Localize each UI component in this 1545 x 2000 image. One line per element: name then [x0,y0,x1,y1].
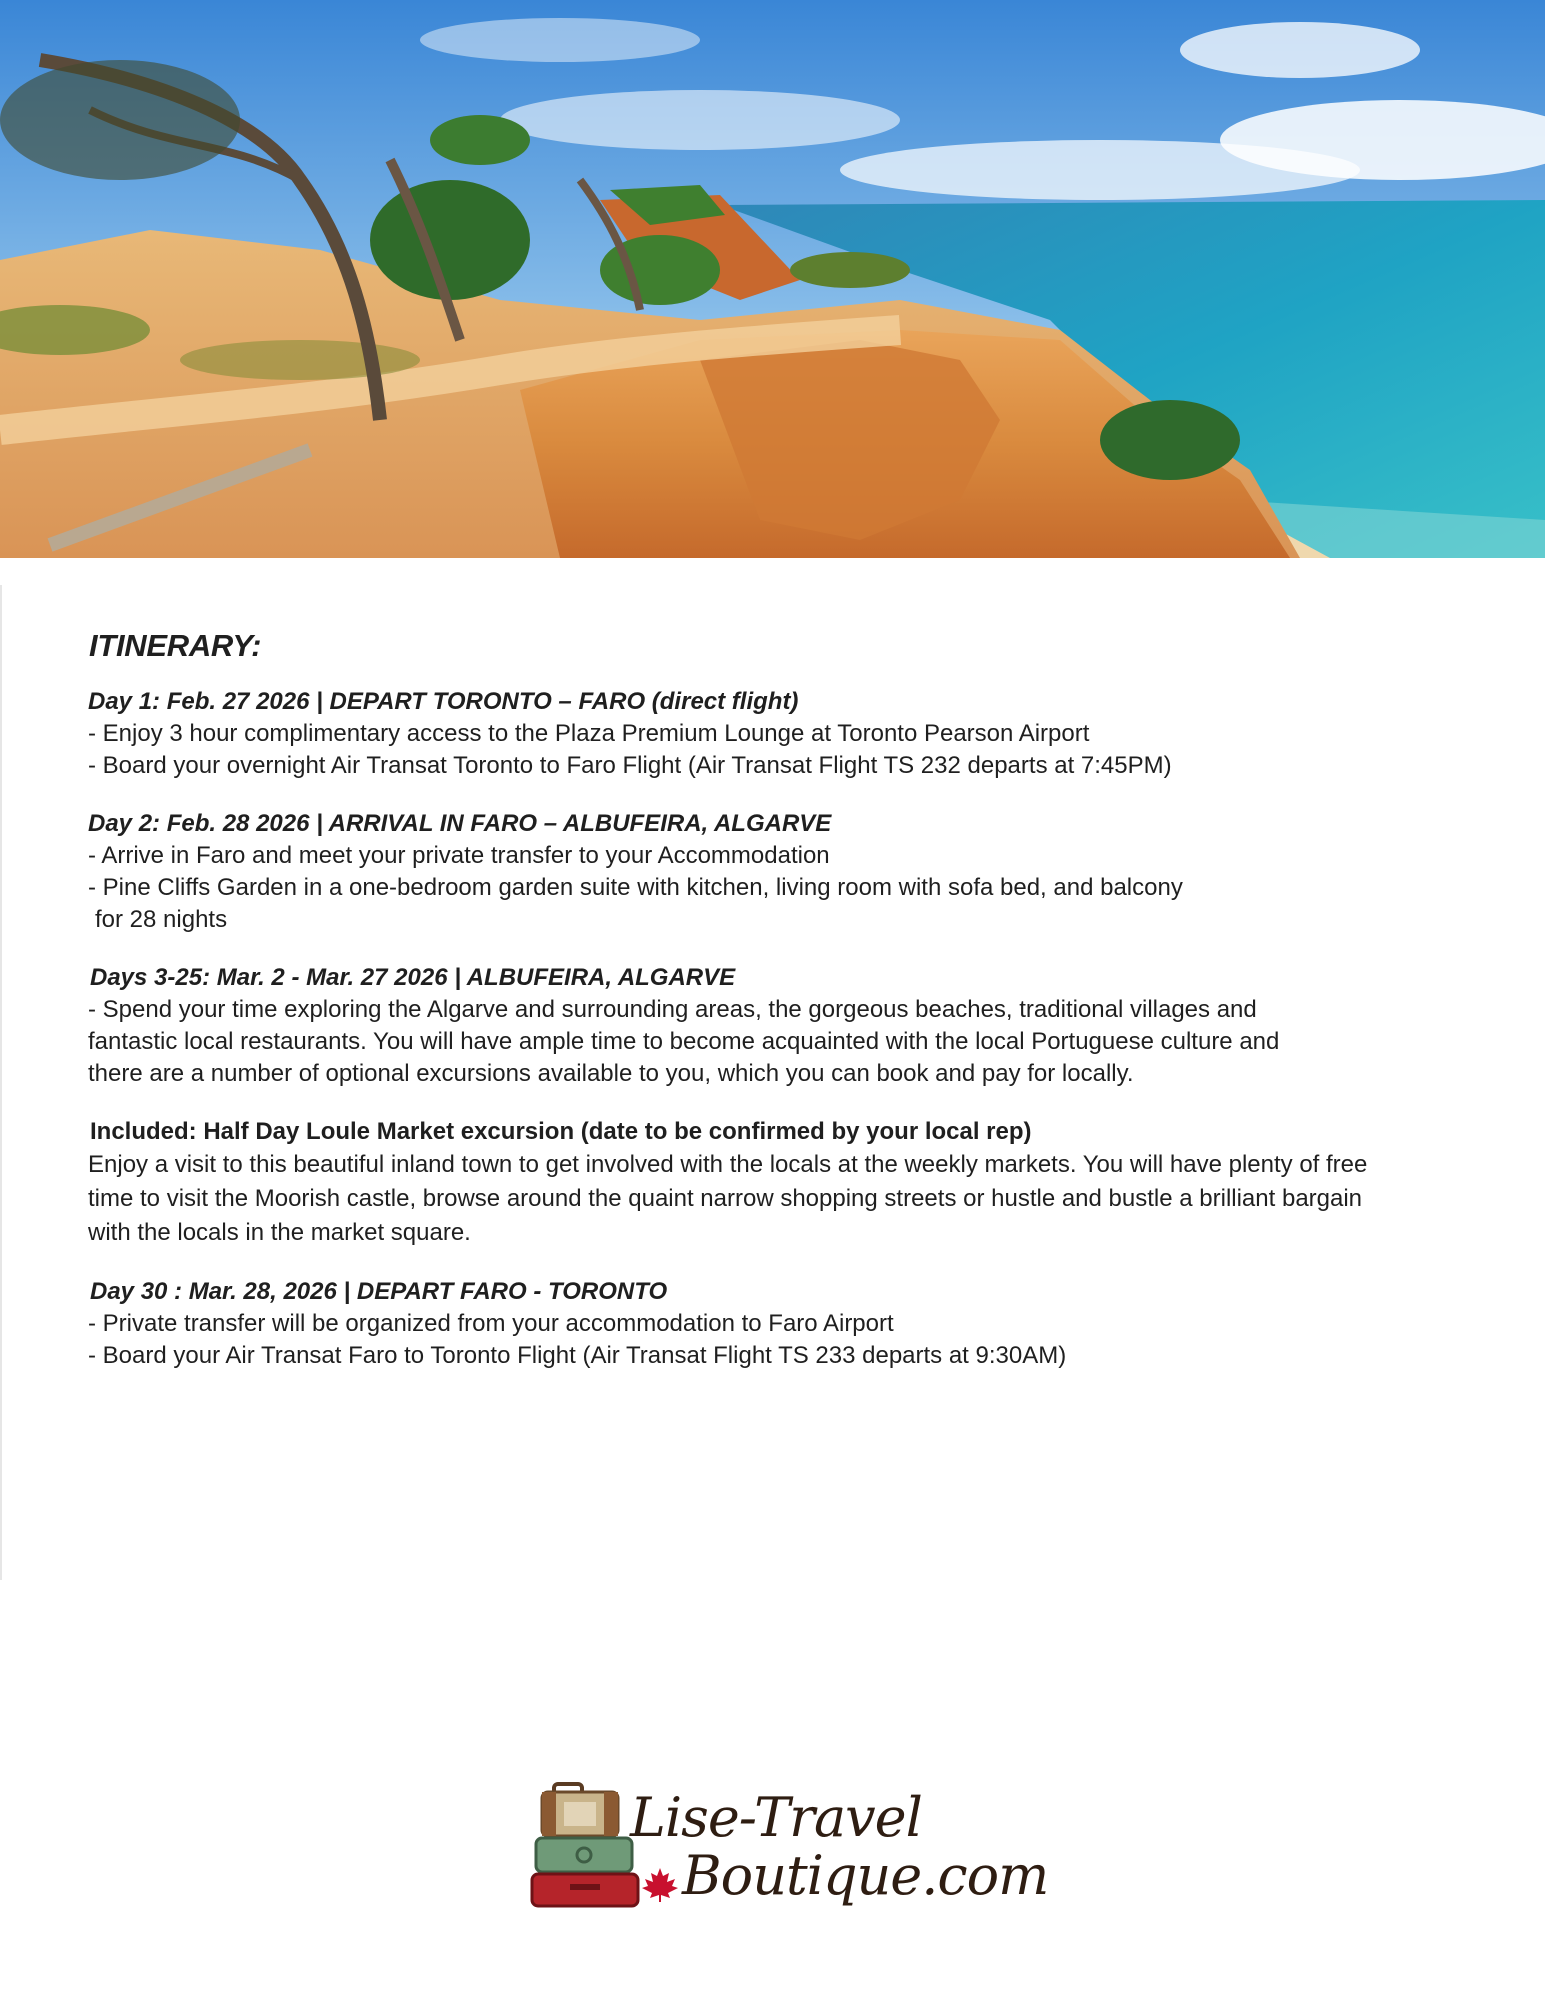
hero-image [0,0,1545,558]
company-logo [530,1780,1049,1920]
day-line: - Pine Cliffs Garden in a one-bedroom garden suite with kitchen, living room with sofa bed, and balcony [88,874,1183,901]
day-2 [88,808,1488,936]
excursion-line: with the locals in the market square. [88,1219,471,1246]
day-line: - Board your overnight Air Transat Toronto to Faro Flight (Air Transat Flight TS 232 departs at 7:45PM) [88,752,1172,779]
day-heading: Days 3-25: Mar. 2 - Mar. 27 2026 | ALBUFEIRA, ALGARVE [90,964,736,991]
day-line: - Private transfer will be organized from your accommodation to Faro Airport [88,1310,894,1337]
excursion-heading: Included: Half Day Loule Market excursion (date to be confirmed by your local rep) [90,1118,1032,1145]
day-line: - Arrive in Faro and meet your private transfer to your Accommodation [88,842,830,869]
left-rule [0,585,2,1580]
included-excursion [88,1116,1488,1250]
day-1 [88,686,1488,782]
day-line: - Spend your time exploring the Algarve and surrounding areas, the gorgeous beaches, traditional villages and [88,996,1257,1023]
suitcase-stack-icon [530,1780,640,1910]
day-30 [88,1276,1488,1372]
day-heading: Day 30 : Mar. 28, 2026 | DEPART FARO - TORONTO [90,1278,668,1305]
day-line: - Board your Air Transat Faro to Toronto Flight (Air Transat Flight TS 233 departs at 9:30AM) [88,1342,1067,1369]
day-line: for 28 nights [95,906,228,933]
excursion-line: Enjoy a visit to this beautiful inland town to get involved with the locals at the weekly markets. You will have plenty of free [88,1151,1368,1178]
day-line: there are a number of optional excursions available to you, which you can book and pay for locally. [88,1060,1134,1087]
itinerary-section [88,628,1488,1398]
day-heading: Day 1: Feb. 27 2026 | DEPART TORONTO – FARO (direct flight) [88,688,799,715]
day-line: - Enjoy 3 hour complimentary access to the Plaza Premium Lounge at Toronto Pearson Airport [88,720,1090,747]
maple-leaf-icon [642,1868,678,1902]
logo-text-line2: Boutique.com [682,1844,1049,1907]
logo-text-line1: Lise-Travel [630,1786,922,1849]
excursion-line: time to visit the Moorish castle, browse around the quaint narrow shopping streets or hustle and bustle a brilliant bargain [88,1185,1363,1212]
days-3-25 [88,962,1488,1090]
day-line: fantastic local restaurants. You will have ample time to become acquainted with the local Portuguese culture and [88,1028,1280,1055]
itinerary-title: ITINERARY: [89,628,262,663]
algarve-coast-photo [0,0,1545,558]
day-heading: Day 2: Feb. 28 2026 | ARRIVAL IN FARO – ALBUFEIRA, ALGARVE [88,810,832,837]
